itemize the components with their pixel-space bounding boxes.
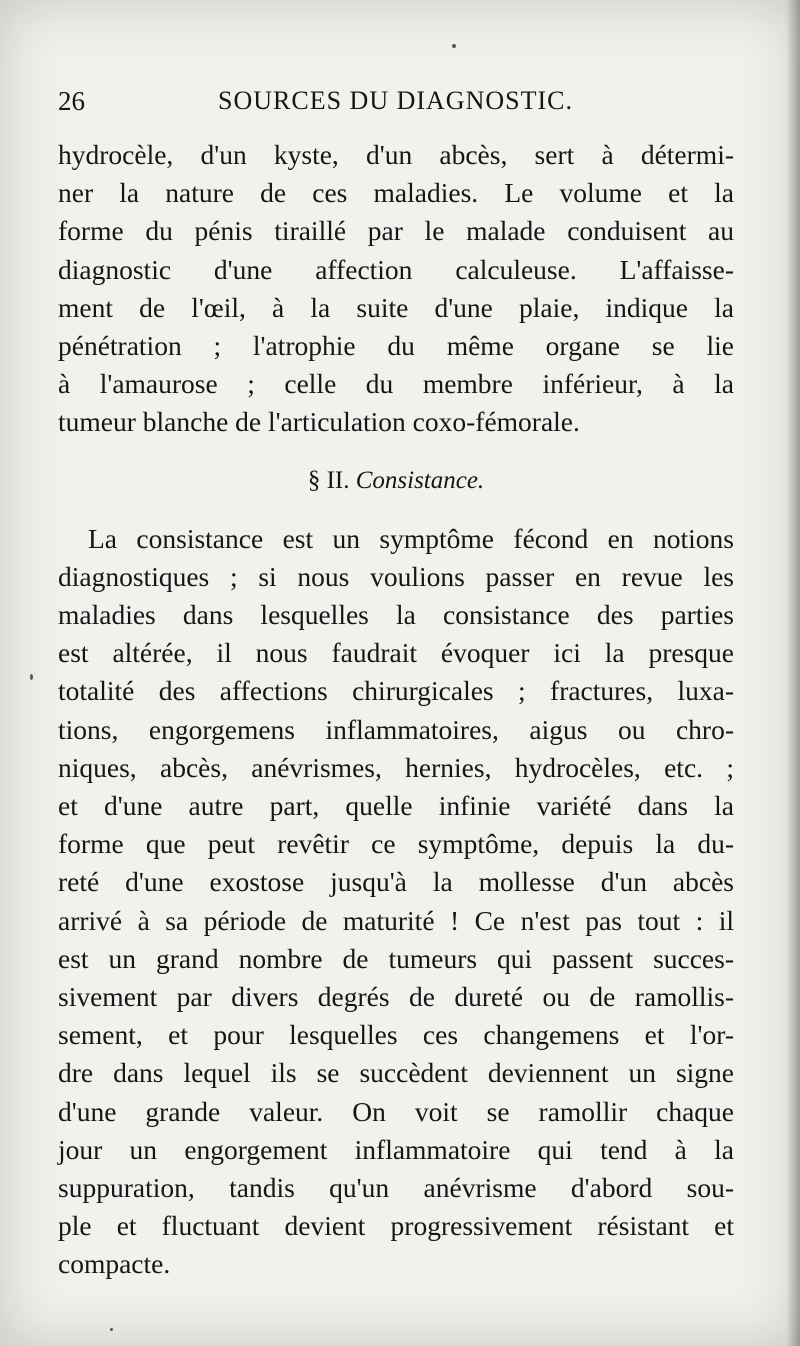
paragraph-2 [58,520,734,1284]
text-line: hydrocèle, d'un kyste, d'un abcès, sert à détermi- [58,139,734,170]
text-line: et d'une autre part, quelle infinie variété dans la [58,790,734,822]
text-line: sement, et pour lesquelles ces changemens et l'or- [58,1019,734,1051]
text-line: tumeur blanche de l'articulation coxo-fémorale. [58,406,580,438]
text-line: arrivé à sa période de maturité ! Ce n'est pas tout : il [58,904,734,936]
page-header [58,86,738,126]
text-line: niques, abcès, anévrismes, hernies, hydrocèles, etc. ; [58,751,734,783]
text-line: forme que peut revêtir ce symptôme, depuis la du- [58,828,734,860]
text-line: dre dans lequel ils se succèdent deviennent un signe [58,1057,734,1089]
text-line: d'une grande valeur. On voit se ramollir chaque [58,1095,734,1127]
text-line: tions, engorgemens inflammatoires, aigus ou chro- [58,713,734,745]
text-line: ner la nature de ces maladies. Le volume et la [58,177,734,209]
text-line: La consistance est un symptôme fécond en notions [88,522,734,554]
text-line: ple et fluctuant devient progressivement résistant et [58,1210,734,1242]
page-edge-shadow [786,0,800,1346]
text-line: diagnostic d'une affection calculeuse. L'affaisse- [58,253,734,285]
ink-speck [30,674,33,680]
text-line: pénétration ; l'atrophie du même organe se lie [58,330,734,362]
section-title: Consistance. [355,466,485,494]
text-line: diagnostiques ; si nous voulions passer en revue les [58,560,734,592]
text-line: ment de l'œil, à la suite d'une plaie, indique la [58,291,734,323]
section-number: § II. [307,466,350,494]
ink-speck [452,44,456,48]
page-number: 26 [58,86,85,116]
text-line: à l'amaurose ; celle du membre inférieur, à la [58,368,734,400]
running-title: SOURCES DU DIAGNOSTIC. [218,86,573,115]
text-line: compacte. [58,1248,171,1280]
section-heading [58,462,734,500]
page-body [58,136,734,1284]
text-line: suppuration, tandis qu'un anévrisme d'abord sou- [58,1172,734,1204]
text-line: maladies dans lesquelles la consistance des parties [58,599,734,631]
text-line: sivement par divers degrés de dureté ou de ramollis- [58,981,734,1013]
ink-speck [110,1328,113,1331]
text-line: est un grand nombre de tumeurs qui passent succes- [58,942,734,974]
text-line: est altérée, il nous faudrait évoquer ici la presque [58,637,734,669]
text-line: totalité des affections chirurgicales ; fractures, luxa- [58,675,734,707]
text-line: reté d'une exostose jusqu'à la mollesse d'un abcès [58,866,734,898]
text-line: forme du pénis tiraillé par le malade conduisent au [58,215,734,247]
text-line: jour un engorgement inflammatoire qui tend à la [58,1133,734,1165]
paragraph-1 [58,136,734,442]
